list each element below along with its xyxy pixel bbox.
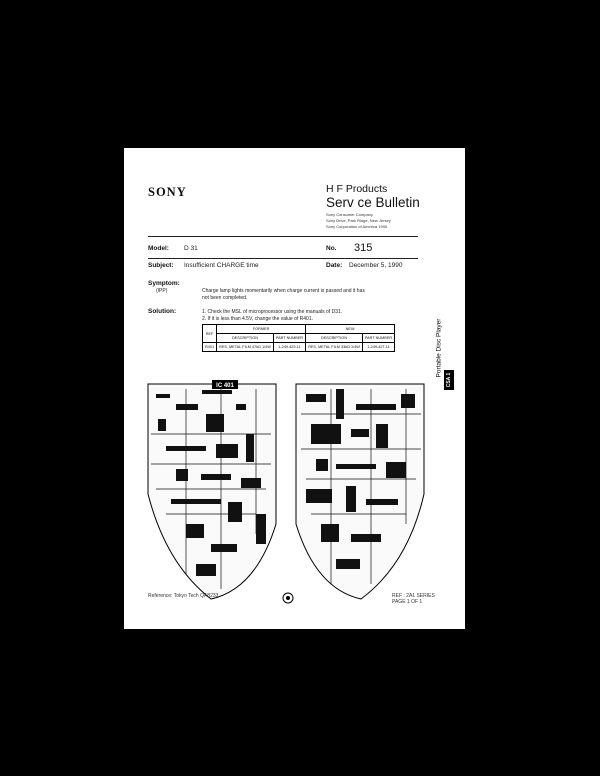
table-row bbox=[203, 343, 395, 352]
product-group: H F Products bbox=[326, 183, 388, 195]
table-cell: RES, METAL FILM 47kΩ 1/4W bbox=[217, 343, 274, 352]
bulletin-title: Serv ce Bulletin bbox=[326, 195, 420, 210]
bulletin-number: 315 bbox=[354, 242, 373, 254]
symptom-text: Charge lamp lights momentarily when charge current is passed and it has bbox=[202, 288, 365, 294]
table-cell: R401 bbox=[203, 343, 217, 352]
parts-table bbox=[202, 324, 395, 352]
sony-emblem-icon bbox=[282, 592, 294, 604]
date-value: December 5, 1990 bbox=[349, 262, 403, 269]
footer-page: PAGE 1 OF 1 bbox=[392, 599, 423, 605]
table-subheader: DESCRIPTION bbox=[217, 334, 274, 343]
solution-step: 1. Check the MSL of microprocessor using the manuals of D31. bbox=[202, 309, 343, 315]
table-header: NEW bbox=[306, 325, 395, 334]
table-subheader: PART NUMBER bbox=[362, 334, 394, 343]
table-cell: RES, METAL FILM 33kΩ 1/4W bbox=[306, 343, 363, 352]
service-bulletin-page bbox=[124, 148, 465, 629]
address-line: Sony Corporation of America 1990 bbox=[326, 224, 388, 229]
symptom-text: not been completed. bbox=[202, 295, 248, 301]
category-label: Portable Disc Player bbox=[435, 318, 443, 378]
address-line: Sony Drive, Park Ridge, New Jersey bbox=[326, 218, 391, 223]
subject-value: Insufficient CHARGE time bbox=[184, 262, 259, 269]
subject-label: Subject: bbox=[148, 262, 174, 269]
date-label: Date: bbox=[326, 262, 343, 269]
badge-text: CSA 1 bbox=[446, 372, 452, 388]
table-cell: 1-249-427-11 bbox=[362, 343, 394, 352]
divider bbox=[148, 258, 418, 259]
table-header: FORMER bbox=[217, 325, 306, 334]
symptom-sublabel: (IPP) bbox=[156, 288, 168, 294]
ic-label: IC 401 bbox=[216, 383, 234, 389]
sony-logo: SONY bbox=[148, 185, 187, 199]
reference-note: Reference: Tokyo Tech QA8233 bbox=[148, 593, 219, 599]
table-cell: 1-249-429-11 bbox=[273, 343, 305, 352]
circuit-board-diagram bbox=[146, 374, 426, 604]
divider bbox=[148, 236, 418, 237]
symptom-label: Symptom: bbox=[148, 280, 180, 287]
model-label: Model: bbox=[148, 245, 169, 252]
table-subheader: PART NUMBER bbox=[273, 334, 305, 343]
solution-step: 2. If it is less than 4.5V, change the value of R401. bbox=[202, 316, 313, 322]
table-subheader: DESCRIPTION bbox=[306, 334, 363, 343]
side-tab bbox=[429, 268, 449, 428]
model-value: D 31 bbox=[184, 245, 198, 252]
address-line: Sony Consumer Company bbox=[326, 212, 373, 217]
number-label: No. bbox=[326, 245, 337, 252]
table-header: REF bbox=[203, 325, 217, 343]
solution-label: Solution: bbox=[148, 308, 177, 315]
category-badge bbox=[444, 370, 454, 390]
footer-ref: REF : 2A1 SERIES bbox=[392, 593, 435, 599]
